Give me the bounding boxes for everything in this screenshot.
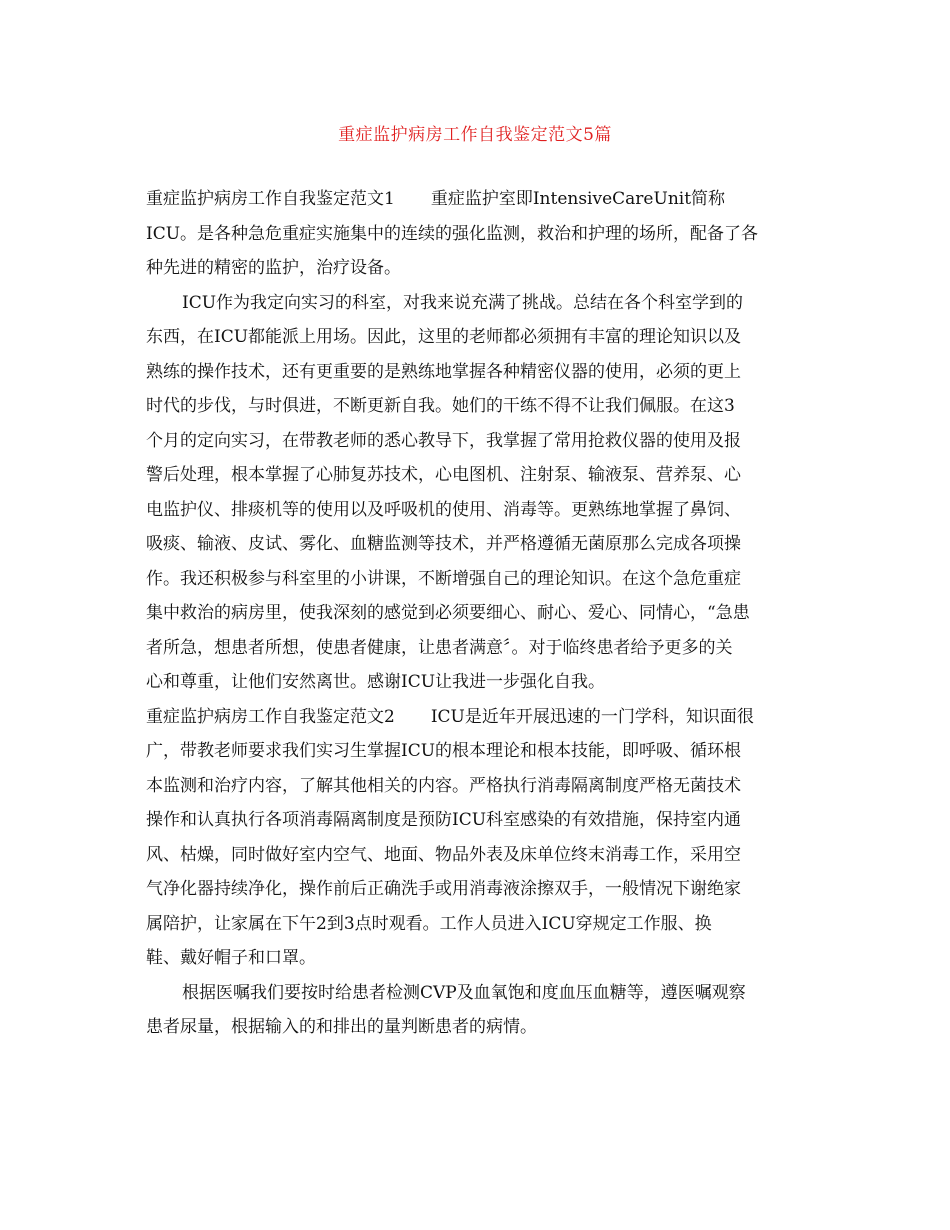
text-segment-continued: 重症监护室即IntensiveCareUnit简称: [430, 189, 726, 209]
text-line: [146, 424, 811, 459]
text-segment: 患者尿量，根据输入的和排出的量判断患者的病情。: [146, 1017, 537, 1037]
text-segment: 鞋、戴好帽子和口罩。: [146, 948, 316, 968]
text-line: [146, 734, 811, 769]
text-line: [146, 941, 811, 976]
text-line: [146, 838, 811, 873]
text-segment: 风、枯燥，同时做好室内空气、地面、物品外表及床单位终末消毒工作，采用空: [146, 844, 741, 865]
text-line: [146, 631, 811, 666]
text-segment: ICU作为我定向实习的科室，对我来说充满了挑战。总结在各个科室学到的: [182, 292, 744, 313]
text-line: [146, 286, 811, 321]
text-segment: 种先进的精密的监护，治疗设备。: [146, 258, 401, 278]
text-line: [146, 872, 811, 907]
document-body: [146, 182, 811, 1045]
text-segment: 重症监护病房工作自我鉴定范文1: [146, 189, 395, 209]
text-line: [146, 182, 811, 217]
text-line: [146, 527, 811, 562]
document-title: 重症监护病房工作自我鉴定范文5篇: [338, 125, 612, 145]
text-segment: ICU。是各种急危重症实施集中的连续的强化监测，救治和护理的场所，配备了各: [146, 223, 759, 244]
text-segment: 熟练的操作技术，还有更重要的是熟练地掌握各种精密仪器的使用，必须的更上: [146, 361, 741, 382]
text-line: [146, 389, 811, 424]
text-line: [146, 251, 811, 286]
text-line: [146, 458, 811, 493]
text-line: [146, 803, 811, 838]
text-segment: 广，带教老师要求我们实习生掌握ICU的根本理论和根本技能，即呼吸、循环根: [146, 741, 742, 761]
text-segment: 电监护仪、排痰机等的使用以及呼吸机的使用、消毒等。更熟练地掌握了鼻饲、: [146, 499, 741, 520]
text-line: [146, 976, 811, 1011]
text-segment: 气净化器持续净化，操作前后正确洗手或用消毒液涂擦双手，一般情况下谢绝家: [146, 879, 741, 899]
text-segment: 警后处理，根本掌握了心肺复苏技术，心电图机、注射泵、输液泵、营养泵、心: [146, 465, 741, 485]
text-line: [146, 493, 811, 528]
text-segment: 吸痰、输液、皮试、雾化、血糖监测等技术，并严格遵循无菌原那么完成各项操: [146, 534, 741, 554]
text-segment: 属陪护，让家属在下午2到3点时观看。工作人员进入ICU穿规定工作服、换: [146, 913, 712, 934]
text-segment: 个月的定向实习，在带教老师的悉心教导下，我掌握了常用抢救仪器的使用及报: [146, 430, 741, 451]
text-line: [146, 217, 811, 252]
text-segment: 时代的步伐，与时俱进，不断更新自我。她们的干练不得不让我们佩服。在这3: [146, 396, 735, 416]
text-segment: 集中救治的病房里，使我深刻的感觉到必须要细心、耐心、爱心、同情心，“急患: [146, 603, 750, 623]
text-line: [146, 907, 811, 942]
text-line: [146, 665, 811, 700]
text-line: [146, 596, 811, 631]
text-segment: 心和尊重，让他们安然离世。感谢ICU让我进一步强化自我。: [146, 672, 606, 692]
text-line: [146, 1010, 811, 1045]
text-segment: 作。我还积极参与科室里的小讲课，不断增强自己的理论知识。在这个急危重症: [146, 568, 741, 589]
text-line: [146, 320, 811, 355]
text-segment: 东西，在ICU都能派上用场。因此，这里的老师都必须拥有丰富的理论知识以及: [146, 327, 742, 347]
text-segment: 本监测和治疗内容，了解其他相关的内容。严格执行消毒隔离制度严格无菌技术: [146, 775, 741, 796]
text-segment-continued: ICU是近年开展迅速的一门学科，知识面很: [430, 706, 754, 727]
text-line: [146, 562, 811, 597]
text-segment: 重症监护病房工作自我鉴定范文2: [146, 706, 395, 727]
text-line: [146, 700, 811, 735]
text-segment: 者所急，想患者所想，使患者健康，让患者满意〞。对于临终患者给予更多的关: [146, 637, 733, 658]
text-line: [146, 355, 811, 390]
text-line: [146, 769, 811, 804]
text-segment: 根据医嘱我们要按时给患者检测CVP及血氧饱和度血压血糖等，遵医嘱观察: [182, 982, 746, 1003]
text-segment: 操作和认真执行各项消毒隔离制度是预防ICU科室感染的有效措施，保持室内通: [146, 810, 742, 830]
